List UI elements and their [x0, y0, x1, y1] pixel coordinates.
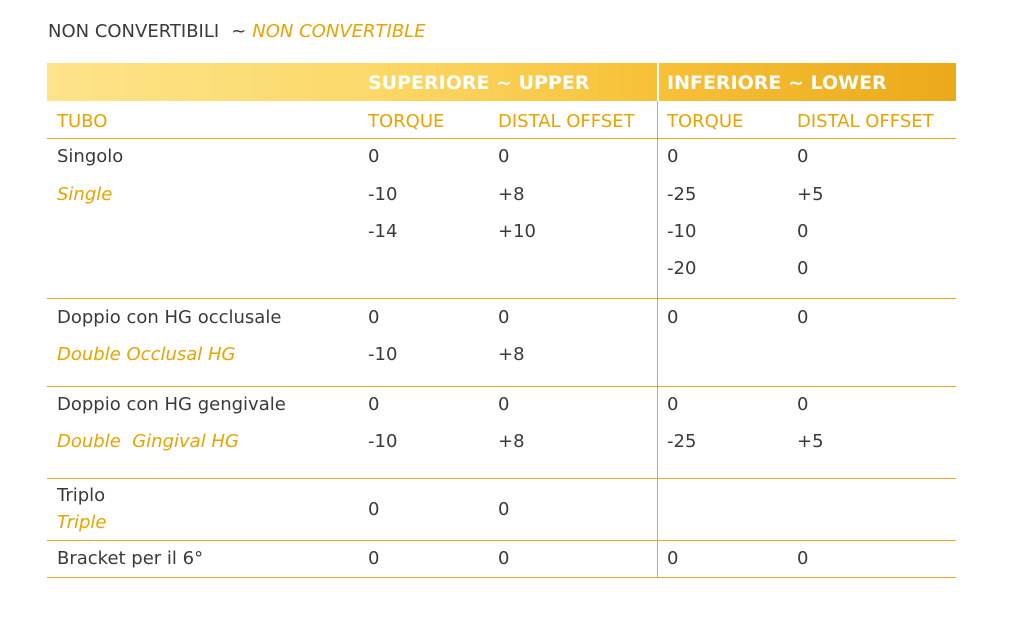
table-cell: +5 [797, 184, 824, 205]
header-rule [47, 138, 956, 139]
upper-group-label: SUPERIORE ~ UPPER [368, 72, 590, 94]
table-cell: 0 [498, 307, 510, 328]
row-divider [47, 478, 956, 479]
table-cell: -20 [667, 258, 697, 279]
row-name-en-triple: Triple [57, 512, 107, 533]
table-cell: 0 [368, 394, 380, 415]
row-divider [47, 298, 956, 299]
lower-group-label: INFERIORE ~ LOWER [667, 72, 887, 94]
row-name-en-double-occlusal: Double Occlusal HG [57, 344, 236, 365]
row-name-doppio-occlusale: Doppio con HG occlusale [57, 307, 282, 328]
column-header-upper-distal-offset: DISTAL OFFSET [498, 111, 635, 132]
table-cell: 0 [797, 394, 809, 415]
row-name-en-double-gingival: Double Gingival HG [57, 431, 239, 452]
header-band-divider [657, 63, 659, 101]
row-name-bracket: Bracket per il 6° [57, 548, 204, 569]
table-cell: 0 [368, 548, 380, 569]
column-header-upper-torque: TORQUE [368, 111, 445, 132]
table-cell: -10 [368, 431, 398, 452]
title-italian: NON CONVERTIBILI [48, 21, 220, 42]
table-cell: 0 [667, 394, 679, 415]
title-separator: ~ [231, 21, 247, 42]
row-name-triplo: Triplo [57, 485, 106, 506]
table-cell: 0 [498, 146, 510, 167]
table-cell: -10 [368, 344, 398, 365]
table-cell: +10 [498, 221, 536, 242]
table-cell: 0 [498, 548, 510, 569]
table-cell: -10 [368, 184, 398, 205]
row-name-singolo: Singolo [57, 146, 124, 167]
table-cell: 0 [498, 499, 510, 520]
table-cell: -10 [667, 221, 697, 242]
table-cell: 0 [797, 258, 809, 279]
table-cell: 0 [368, 307, 380, 328]
row-divider [47, 540, 956, 541]
table-bottom-rule [47, 577, 956, 578]
row-divider [47, 386, 956, 387]
table-cell: +5 [797, 431, 824, 452]
table-cell: 0 [797, 307, 809, 328]
table-cell: 0 [667, 146, 679, 167]
table-cell: +8 [498, 431, 525, 452]
column-header-lower-distal-offset: DISTAL OFFSET [797, 111, 934, 132]
table-cell: +8 [498, 344, 525, 365]
table-cell: -25 [667, 184, 697, 205]
table-cell: 0 [368, 146, 380, 167]
column-divider [657, 101, 658, 578]
table-cell: -25 [667, 431, 697, 452]
table-cell: 0 [498, 394, 510, 415]
table-cell: +8 [498, 184, 525, 205]
column-header-tubo: TUBO [57, 111, 108, 132]
title-english: NON CONVERTIBLE [252, 21, 426, 42]
table-cell: 0 [368, 499, 380, 520]
table-cell: 0 [667, 307, 679, 328]
row-name-en-single: Single [57, 184, 113, 205]
table-cell: 0 [797, 146, 809, 167]
column-header-lower-torque: TORQUE [667, 111, 744, 132]
table-cell: 0 [797, 221, 809, 242]
table-cell: 0 [797, 548, 809, 569]
table-cell: -14 [368, 221, 398, 242]
row-name-doppio-gengivale: Doppio con HG gengivale [57, 394, 286, 415]
table-cell: 0 [667, 548, 679, 569]
table-title [48, 21, 426, 42]
